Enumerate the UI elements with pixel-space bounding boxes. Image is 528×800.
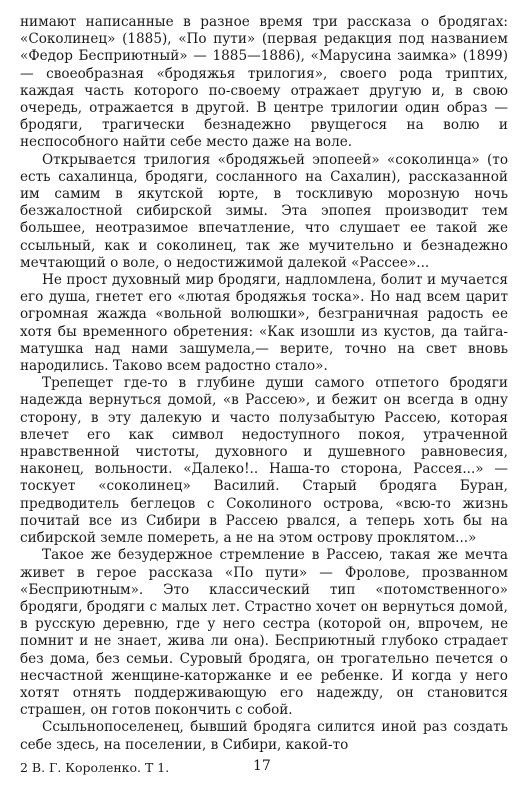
paragraph-5: Такое же безудержное стремление в Рассею, такая же мечта живет в герое рассказа «По пути» — Фролове, прозванном «Бесприютным». Это классический тип «потомственного» бродяги, бродяги с малых лет. Страстно хочет он вернуться домой, в русскую деревню, где у него сестра (которой он, впрочем, не помнит и не знает, жива ли она). Бесприютный глубоко страдает без дома, без семьи. Суровый бродяга, он трогательно печется о несчастной женщине-каторжанке и ее ребенке. И когда у него хотят отнять поддерживающую его надежду, он становится страшен, он готов покончить с собой.: [20, 547, 508, 719]
paragraph-4: Трепещет где-то в глубине души самого отпетого бродяги надежда вернуться домой, «в Рассею», и бежит он всегда в одну сторону, в эту далекую и часто полузабытую Рассею, которая влечет его как символ недоступного покоя, утраченной нравственной чистоты, духовного и душевного равновесия, наконец, вольности. «Далеко!.. Наша-то сторона, Рассея...» — тоскует «соколинец» Василий. Старый бродяга Буран, предводитель беглецов с Соколиного острова, «всю-то жизнь почитай все из Сибири в Рассею рвался, а теперь хоть бы на сибирской земле помереть, а не на этом острову проклятом...»: [20, 375, 508, 547]
page-number: 17: [253, 758, 271, 774]
paragraph-1: нимают написанные в разное время три рассказа о бродягах: «Соколинец» (1885), «По пути» (первая редакция под названием «Федор Бесприютный» — 1885—1886), «Марусина заимка» (1899) — своеобразная «бродяжья трилогия», своего рода триптих, каждая часть которого по-своему отражает другую и, в свою очередь, отражается в другой. В центре трилогии один образ — бродяги, трагически безнадежно рвущегося на волю и неспособного найти себе место даже на воле.: [20, 14, 508, 151]
paragraph-6: Ссыльнопоселенец, бывший бродяга силится иной раз создать себе здесь, на поселении, в Сибири, какой-то: [20, 719, 508, 753]
paragraph-2: Открывается трилогия «бродяжьей эпопеей» «соколинца» (то есть сахалинца, бродяги, сосланного на Сахалин), рассказанной им самим в якутской юрте, в тоскливую морозную ночь безжалостной сибирской зимы. Эта эпопея производит тем большее, неотразимое впечатление, что слушает ее такой же ссыльный, как и соколинец, так же мучительно и безнадежно мечтающий о воле, о недостижимой далекой «Рассее»...: [20, 151, 508, 271]
paragraph-3: Не прост духовный мир бродяги, надломлена, болит и мучается его душа, гнетет его «лютая бродяжья тоска». Но над всем царит огромная жажда «вольной волюшки», безграничная радость ее хотя бы временного обретения: «Как изошли из кустов, да тайга-матушка над нами зашумела,— верите, точно на свет вновь народились. Таково всем радостно стало».: [20, 272, 508, 375]
printer-signature: 2 В. Г. Короленко. Т 1.: [20, 760, 170, 775]
page-footer: [20, 758, 508, 778]
body-text: [20, 14, 508, 754]
